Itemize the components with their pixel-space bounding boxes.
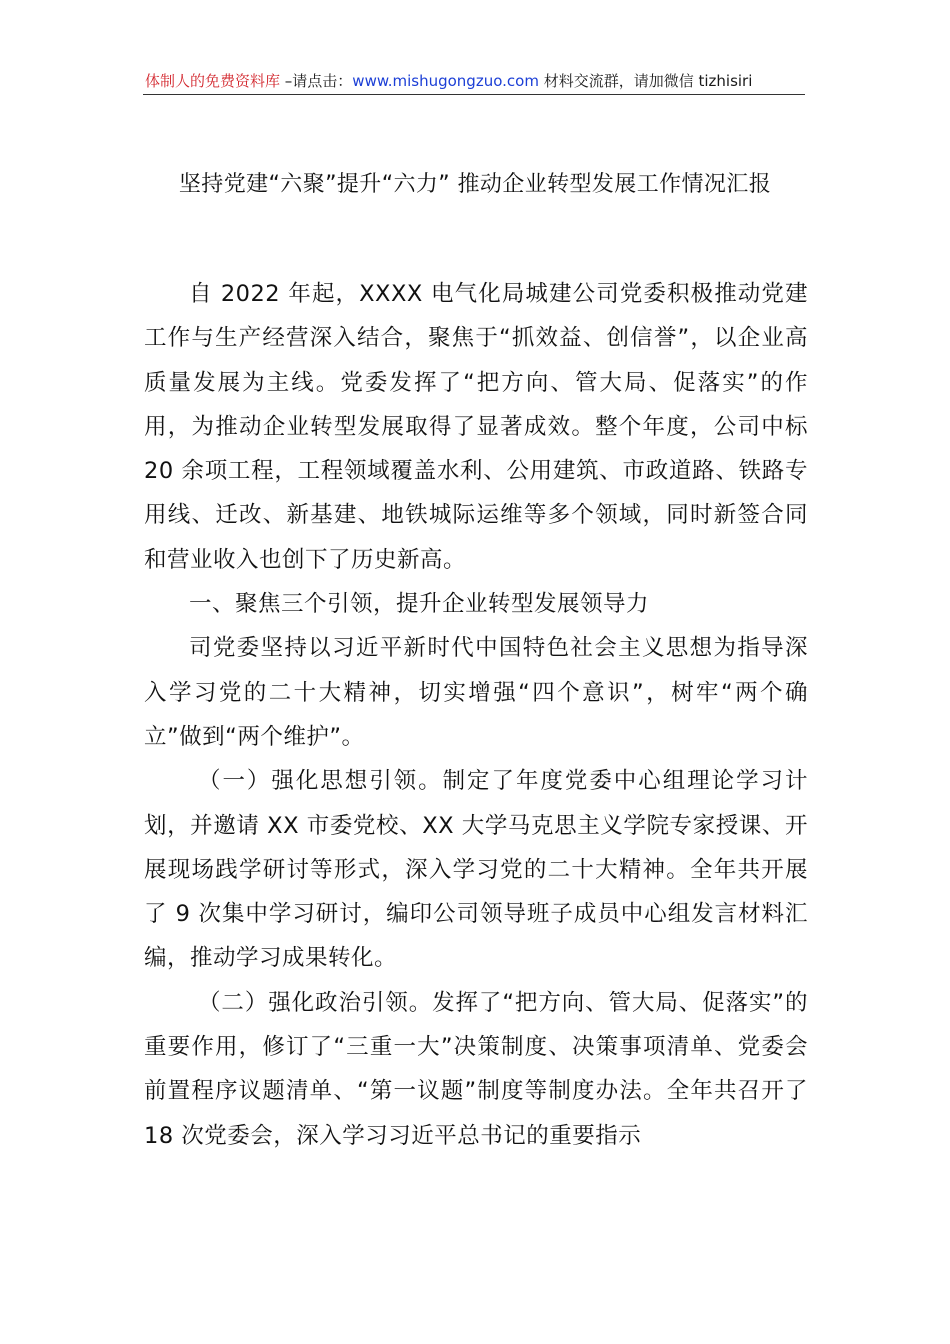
header-brand: 体制人的免费资料库 [145,72,281,90]
paragraph-item-1: （一）强化思想引领。制定了年度党委中心组理论学习计划，并邀请 XX 市委党校、XX 大学马克思主义学院专家授课、开展现场践学研讨等形式，深入学习党的二十大精神。全年共开展了 9 次集中学习研讨，编印公司领导班子成员中心组发言材料汇编，推动学习成果转化。 [144,768,808,972]
paragraph-intro: 自 2022 年起，XXXX 电气化局城建公司党委积极推动党建工作与生产经营深入结合，聚焦于“抓效益、创信誉”，以企业高质量发展为主线。党委发挥了“把方向、管大局、促落实”的作用，为推动企业转型发展取得了显著成效。整个年度，公司中标 20 余项工程，工程领域覆盖水利、公用建筑、市政道路、铁路专用线、迁改、新基建、地铁城际运维等多个领域，同时新签合同和营业收入也创下了历史新高。 [144,281,808,573]
header-divider [143,94,805,95]
document-title: 坚持党建“六聚”提升“六力” 推动企业转型发展工作情况汇报 [178,172,772,197]
header-separator: –请点击： [280,72,353,90]
paragraph-item-2: （二）强化政治引领。发挥了“把方向、管大局、促落实”的重要作用，修订了“三重一大”决策制度、决策事项清单、党委会前置程序议题清单、“第一议题”制度等制度办法。全年共召开了 18 次党委会，深入学习习近平总书记的重要指示 [144,989,808,1149]
header-contact-text: 材料交流群，请加微信 tizhisiri [538,72,753,90]
paragraph-section-intro: 司党委坚持以习近平新时代中国特色社会主义思想为指导深入学习党的二十大精神，切实增强“四个意识”，树牢“两个确立”做到“两个维护”。 [144,635,808,750]
section-heading: 一、聚焦三个引领，提升企业转型发展领导力 [189,591,650,618]
document-body [144,272,808,1158]
header-url-link[interactable]: www.mishugongzuo.com [352,72,539,90]
page-header [145,70,805,94]
